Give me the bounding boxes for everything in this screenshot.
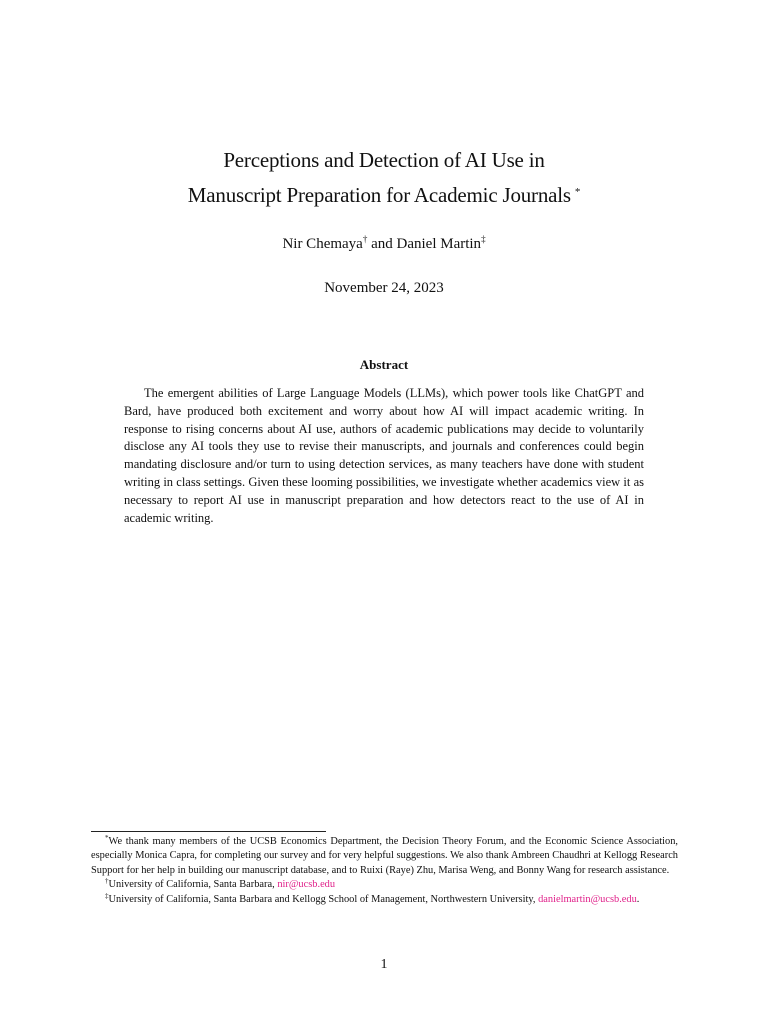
footnote-3-mark: ‡ — [105, 891, 109, 900]
author-1: Nir Chemaya — [282, 236, 363, 252]
footnote-1 — [91, 835, 678, 878]
publication-date: November 24, 2023 — [324, 280, 444, 296]
email-link-nir[interactable]: nir@ucsb.edu — [277, 879, 336, 891]
footnote-2 — [91, 878, 678, 892]
title-text-1: Perceptions and Detection of AI Use in — [223, 148, 545, 172]
footnote-1-text: We thank many members of the UCSB Economics Department, the Decision Theory Forum, and the Economic Science Association, especially Monica Capra, for completing our survey and for very helpful suggestions. We also thank Ambreen Chaudhri at Kellogg Research Support for her help in building our manuscript database, and to Ruixi (Raye) Zhu, Marisa Weng, and Bonny Wang for research assistance. — [91, 836, 678, 876]
author-conjunction: and — [367, 236, 397, 252]
author-2: Daniel Martin — [396, 236, 482, 252]
author-1-mark: † — [362, 234, 368, 244]
page-number: 1 — [380, 957, 388, 972]
abstract-body: The emergent abilities of Large Language Models (LLMs), which power tools like ChatGPT and Bard, have produced both excitement and worry about how AI will impact academic writing. In response to rising concerns about AI use, authors of academic publications may decide to voluntarily disclose any AI tools they use to revise their manuscripts, and journals and conferences could begin mandating disclosure and/or turn to using detection services, as many teachers have done with student writing in class settings. Given these looming possibilities, we investigate whether academics view it as necessary to report AI use in manuscript preparation and how detectors react to the use of AI in academic writing. — [124, 386, 644, 525]
footnote-2-mark: † — [105, 877, 109, 886]
paper-title-line-2 — [0, 180, 768, 207]
footnote-rule — [91, 831, 326, 832]
author-line — [0, 234, 768, 254]
title-text-2: Manuscript Preparation for Academic Journals — [187, 183, 571, 207]
paper-title-line-1 — [0, 148, 768, 172]
abstract-heading: Abstract — [359, 357, 409, 372]
footnote-3-end: . — [636, 893, 640, 905]
email-link-daniel[interactable]: danielmartin@ucsb.edu — [538, 893, 637, 905]
footnote-3 — [91, 893, 678, 907]
footnote-1-mark: * — [105, 834, 109, 842]
author-2-mark: ‡ — [481, 234, 486, 244]
footnote-3-text: University of California, Santa Barbara and Kellogg School of Management, Northwestern University, — [108, 893, 539, 905]
title-footnote-mark: * — [574, 186, 581, 198]
footnote-2-text: University of California, Santa Barbara, — [108, 879, 278, 891]
footnotes — [91, 835, 678, 907]
